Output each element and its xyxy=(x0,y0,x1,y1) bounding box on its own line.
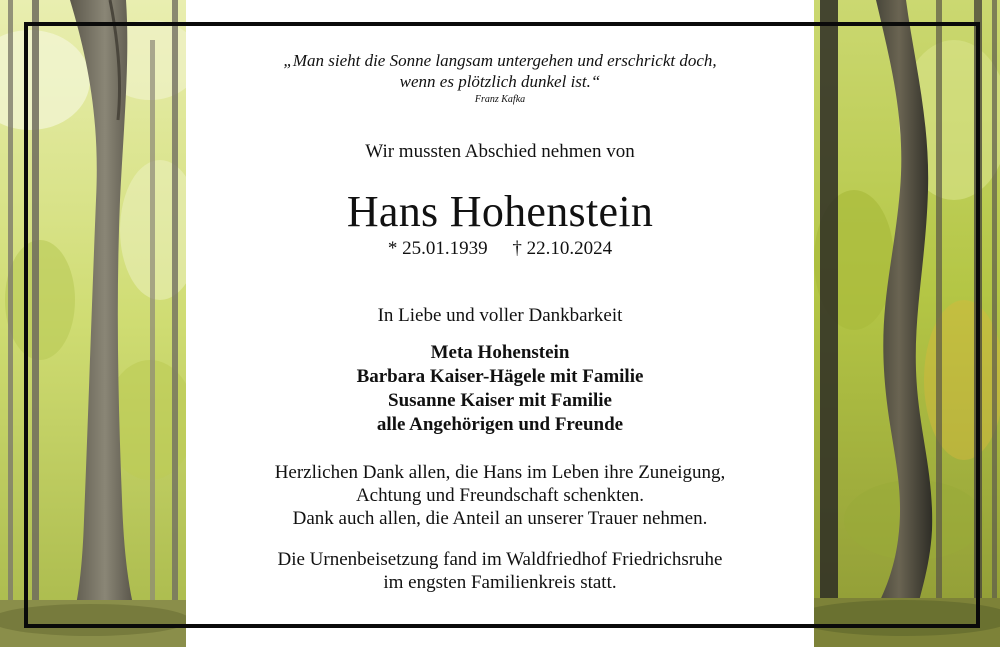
burial-line: Die Urnenbeisetzung fand im Waldfriedhof Friedrichsruhe xyxy=(277,549,723,570)
burial-text xyxy=(186,548,814,594)
quote-line-1: „Man sieht die Sonne langsam untergehen und erschrickt doch, xyxy=(283,51,717,70)
notice-column xyxy=(186,0,814,647)
thanks-text xyxy=(186,461,814,530)
burial-line: im engsten Familienkreis statt. xyxy=(383,572,617,593)
birth-date: * 25.01.1939 xyxy=(387,238,488,259)
thanks-line: Dank auch allen, die Anteil an unserer Trauer nehmen. xyxy=(292,508,708,529)
mourner: Meta Hohenstein xyxy=(430,342,570,363)
mourner: alle Angehörigen und Freunde xyxy=(376,414,624,435)
life-dates xyxy=(186,238,814,260)
deceased-name: Hans Hohenstein xyxy=(346,187,654,236)
mourner: Barbara Kaiser-Hägele mit Familie xyxy=(356,366,644,387)
forest-photo-right xyxy=(814,0,1000,647)
death-date: † 22.10.2024 xyxy=(512,238,613,259)
quote-author: Franz Kafka xyxy=(474,94,526,105)
mourners-list xyxy=(186,341,814,437)
intro-text: Wir mussten Abschied nehmen von xyxy=(365,141,635,162)
quote xyxy=(186,50,814,92)
mourner: Susanne Kaiser mit Familie xyxy=(388,390,612,411)
thanks-line: Herzlichen Dank allen, die Hans im Leben ihre Zuneigung, xyxy=(274,462,726,483)
thanks-line: Achtung und Freundschaft schenkten. xyxy=(355,485,645,506)
quote-line-2: wenn es plötzlich dunkel ist.“ xyxy=(399,72,601,91)
dedication-text: In Liebe und voller Dankbarkeit xyxy=(377,305,623,326)
forest-photo-left xyxy=(0,0,186,647)
